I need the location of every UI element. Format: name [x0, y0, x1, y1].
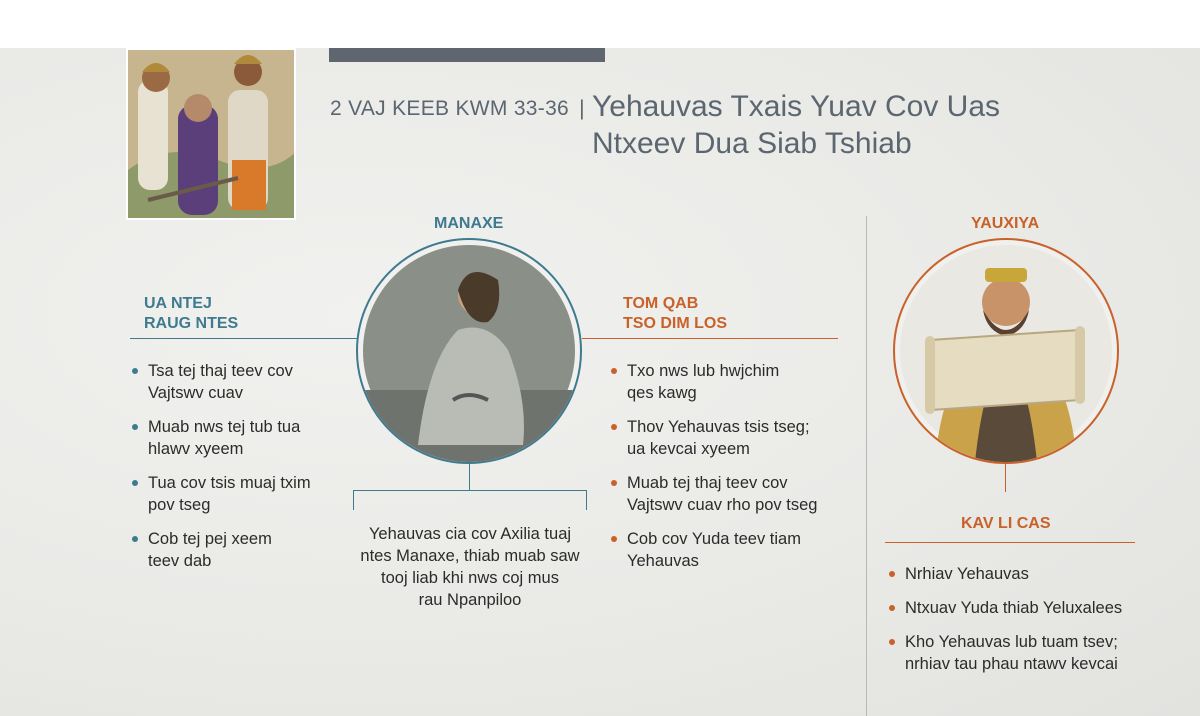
reign-heading-rule: [885, 542, 1135, 543]
before-heading-line-2: RAUG NTES: [144, 315, 239, 332]
josiah-reading-scroll-image: [895, 240, 1117, 462]
manasseh-kneeling-image: [358, 240, 580, 462]
bracket-bar: [353, 490, 587, 491]
after-heading-rule: [582, 338, 838, 339]
manasseh-name: MANAXE: [434, 215, 504, 232]
josiah-connector: [1005, 464, 1006, 492]
before-capture-list: [132, 360, 352, 584]
bracket-stem: [469, 464, 470, 490]
after-heading-line-2: TSO DIM LOS: [623, 315, 727, 332]
list-item: Muab tej thaj teev cov Vajtswv cuav rho pov tseg: [611, 472, 851, 516]
list-item: Tua cov tsis muaj txim pov tseg: [132, 472, 352, 516]
list-item: Cob tej pej xeem teev dab: [132, 528, 352, 572]
josiah-name: YAUXIYA: [971, 215, 1040, 232]
list-item: Muab nws tej tub tua hlawv xyeem: [132, 416, 352, 460]
before-capture-heading: [144, 294, 238, 334]
after-release-list: [611, 360, 851, 584]
josiah-portrait-frame: [893, 238, 1119, 464]
column-divider: [866, 216, 867, 716]
list-item: Txo nws lub hwjchim qes kawg: [611, 360, 851, 404]
after-heading-line-1: TOM QAB: [623, 295, 699, 312]
after-release-heading: [623, 294, 727, 334]
before-heading-line-1: UA NTEJ: [144, 295, 212, 312]
header-bar: [329, 48, 605, 62]
title-line-1: Yehauvas Txais Yuav Cov Uas: [592, 90, 1001, 123]
reign-heading: KAV LI CAS: [961, 515, 1051, 532]
bracket-right-end: [586, 490, 587, 510]
reference-text: 2 VAJ KEEB KWM 33-36: [330, 97, 570, 120]
before-heading-rule: [130, 338, 358, 339]
list-item: Tsa tej thaj teev cov Vajtswv cuav: [132, 360, 352, 404]
bracket-left-end: [353, 490, 354, 510]
soldiers-capturing-king-image: [126, 48, 296, 220]
title-line-2: Ntxeev Dua Siab Tshiab: [592, 127, 912, 160]
scripture-reference: [330, 97, 585, 121]
list-item: Kho Yehauvas lub tuam tsev; nrhiav tau phau ntawv kevcai: [889, 631, 1169, 675]
list-item: Nrhiav Yehauvas: [889, 563, 1169, 585]
list-item: Cob cov Yuda teev tiam Yehauvas: [611, 528, 851, 572]
reign-list: [889, 563, 1169, 687]
list-item: Ntxuav Yuda thiab Yeluxalees: [889, 597, 1169, 619]
page-title: [592, 88, 1022, 162]
captivity-note: Yehauvas cia cov Axilia tuaj ntes Manaxe, thiab muab saw tooj liab khi nws coj mus rau Npanpiloo: [360, 525, 580, 609]
list-item: Thov Yehauvas tsis tseg; ua kevcai xyeem: [611, 416, 851, 460]
manasseh-portrait-frame: [356, 238, 582, 464]
title-separator: |: [579, 97, 585, 120]
